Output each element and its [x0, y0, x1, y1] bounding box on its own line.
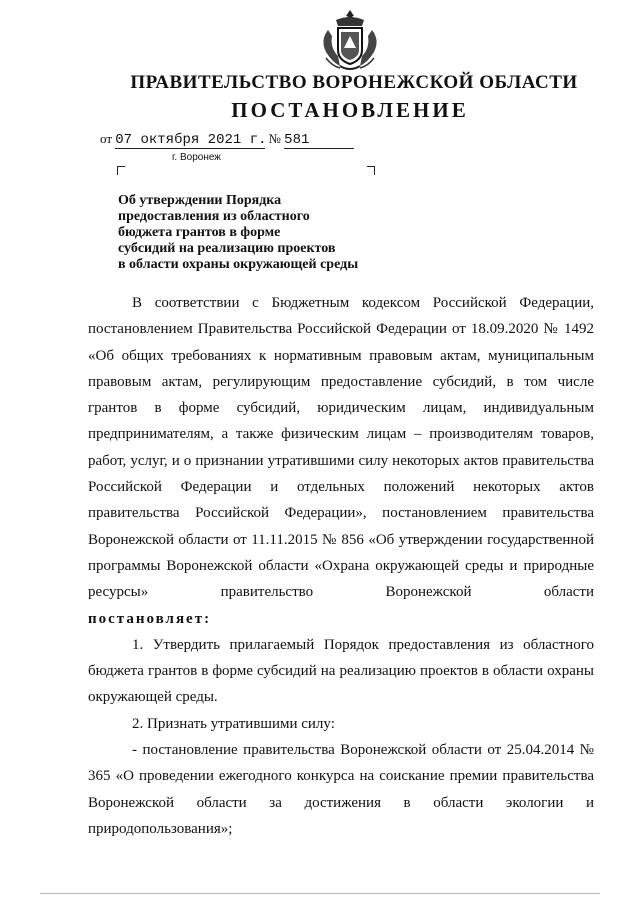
- document-type-title: ПОСТАНОВЛЕНИЕ: [231, 98, 469, 122]
- organization-title: ПРАВИТЕЛЬСТВО ВОРОНЕЖСКОЙ ОБЛАСТИ: [130, 72, 578, 93]
- coat-of-arms-icon: [318, 8, 382, 74]
- document-body: [88, 290, 594, 842]
- subject-line: предоставления из областного: [118, 209, 310, 224]
- document-subject: [118, 193, 448, 273]
- number-prefix: №: [268, 131, 281, 146]
- subject-line: субсидий на реализацию проектов: [118, 241, 336, 256]
- preamble-paragraph: В соответствии с Бюджетным кодексом Российской Федерации, постановлением Правительства Российской Федерации от 18.09.2020 № 1492 «Об общих требованиях к нормативным правовым актам, муниципальным правовым актам, регулирующим предоставление субсидий, в том числе грантов в форме субсидий, юридическим лицам, индивидуальным предпринимателям, а также физическим лицам – производителям товаров, работ, услуг, и о признании утратившими силу некоторых актов правительства Российской Федерации и отдельных положений некоторых актов правительства Российской Федерации», постановлением правительства Воронежской области от 11.11.2015 № 856 «Об утверждении государственной программы Воронежской области «Охрана окружающей среды и природные ресурсы» правительство Воронежской области: [88, 295, 594, 601]
- item-2-subitem-1: - постановление правительства Воронежской области от 25.04.2014 № 365 «О проведении ежегодного конкурса на соискание премии правительства Воронежской области за достижения в области экологии и природопользования»;: [88, 742, 594, 837]
- item-2-paragraph: 2. Признать утратившими силу:: [132, 715, 335, 732]
- city-label: г. Воронеж: [172, 152, 221, 163]
- resolves-paragraph: постановляет:: [88, 610, 212, 627]
- subject-line: Об утверждении Порядка: [118, 193, 282, 208]
- subject-line: бюджета грантов в форме: [118, 225, 281, 240]
- item-1-paragraph: 1. Утвердить прилагаемый Порядок предоставления из областного бюджета грантов в форме субсидий на реализацию проектов в области охраны окружающей среды.: [88, 636, 594, 706]
- document-date: 07 октября 2021 г.: [115, 132, 267, 148]
- document-number: 581: [284, 132, 354, 149]
- subject-line: в области охраны окружающей среды: [118, 257, 359, 272]
- corner-bracket-right: [367, 166, 375, 175]
- date-prefix: от: [100, 131, 113, 146]
- date-number-line: [100, 131, 354, 149]
- corner-bracket-left: [117, 166, 125, 175]
- page-bottom-divider: [40, 893, 600, 894]
